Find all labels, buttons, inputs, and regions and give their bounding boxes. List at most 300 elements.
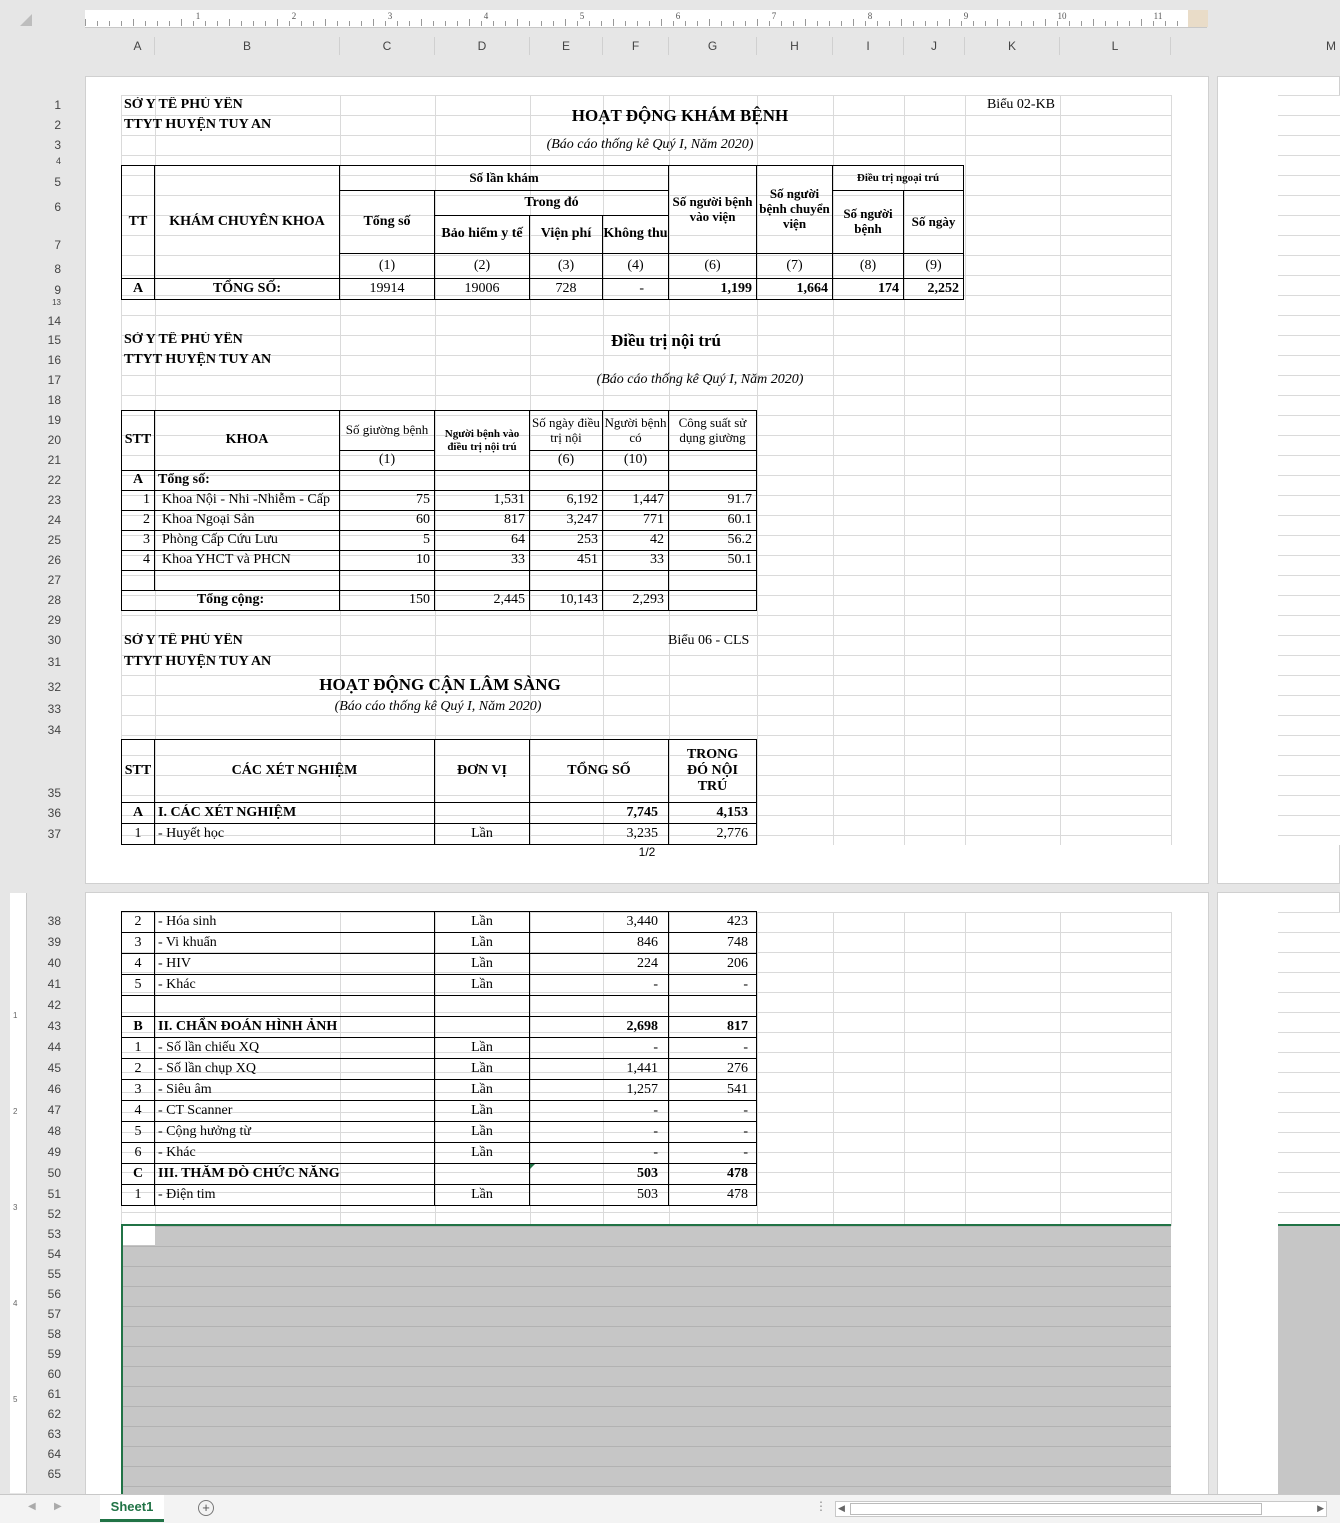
cls-row-tong[interactable]: 224 [529,953,669,975]
cls-row-noitru[interactable]: - [668,1121,757,1143]
kb-total-khongthu[interactable]: - [602,278,669,300]
kb-h-songuoi[interactable]: Số người bệnh [832,190,904,254]
nt-cell[interactable] [434,470,530,491]
kb-h-tongso[interactable]: Tổng số [339,190,435,254]
cls-h-stt[interactable]: STT [121,739,155,803]
row-header[interactable]: 32 [47,680,61,694]
row-header[interactable]: 3 [54,138,61,152]
scroll-right-icon[interactable]: ▶ [54,1501,62,1512]
cls-row-stt[interactable]: C [121,1163,155,1185]
gridlines-p1-right [1278,95,1340,845]
cls-row-stt[interactable]: 2 [121,1058,155,1080]
ruler-tick [121,21,122,26]
cls-row-name[interactable]: - Số lần chụp XQ [154,1058,435,1080]
kb-subtitle[interactable]: (Báo cáo thống kê Quý I, Năm 2020) [546,137,754,152]
column-header-b[interactable]: B [155,37,340,55]
row-header[interactable]: 48 [47,1124,61,1138]
nt-cell[interactable] [668,470,757,491]
ruler-tick [745,21,746,26]
nt-row-co[interactable]: 42 [602,530,669,551]
row-header[interactable]: 59 [47,1347,61,1361]
cls-row-dv[interactable] [434,802,530,824]
ruler-tick [925,21,926,26]
nt-row-ngay[interactable]: 253 [529,530,603,551]
kb-h-ngoaitru[interactable]: Điều trị ngoại trú [832,165,964,191]
row-header[interactable]: 42 [47,998,61,1012]
cls-row-dv[interactable]: Lần [434,911,530,933]
cls-row-tong[interactable]: - [529,974,669,996]
nt-code[interactable]: (1) [339,450,435,471]
row-header[interactable]: 13 [52,298,61,307]
column-header-e[interactable]: E [530,37,603,55]
row-header[interactable]: 26 [47,553,61,567]
cls-row-tong[interactable]: - [529,1100,669,1122]
row-header[interactable]: 21 [47,453,61,467]
nt-row-ngay[interactable]: 6,192 [529,490,603,511]
nt-h-ngay[interactable]: Số ngày điều trị nội [529,410,603,451]
nt-row-khoa[interactable]: Khoa Nội - Nhi -Nhiễm - Cấp [154,490,340,511]
cls-row-tong[interactable]: 3,440 [529,911,669,933]
kb-total-vienphi[interactable]: 728 [529,278,603,300]
vertical-ruler [10,893,27,1493]
gridline [1171,912,1172,1226]
cls-row-name[interactable]: II. CHẨN ĐOÁN HÌNH ẢNH [154,1016,435,1038]
nt-h-stt[interactable]: STT [121,410,155,471]
row-header[interactable]: 37 [47,827,61,841]
row-header[interactable]: 45 [47,1061,61,1075]
kb-code[interactable]: (7) [756,253,833,279]
nt-h-congsuat[interactable]: Công suất sử dụng giường [668,410,757,451]
cls-row-noitru[interactable]: 478 [668,1184,757,1206]
cls-row-tong[interactable] [529,995,669,1017]
row-header[interactable]: 39 [47,935,61,949]
row-header[interactable]: 24 [47,513,61,527]
cls-row-noitru[interactable]: 478 [668,1163,757,1185]
nt-code[interactable]: (6) [529,450,603,471]
row-header[interactable]: 44 [47,1040,61,1054]
cls-title[interactable]: HOẠT ĐỘNG CẬN LÂM SÀNG [319,675,561,694]
cls-row-stt[interactable]: 3 [121,932,155,954]
cls-row-noitru[interactable]: 2,776 [668,823,757,845]
column-header-c[interactable]: C [340,37,435,55]
cls-row-dv[interactable] [434,995,530,1017]
kb-code[interactable]: (4) [602,253,669,279]
cls-row-stt[interactable]: B [121,1016,155,1038]
cls-row-stt[interactable]: 3 [121,1079,155,1101]
cls-row-name[interactable]: I. CÁC XÉT NGHIỆM [154,802,435,824]
cls-row-tong[interactable]: 3,235 [529,823,669,845]
nt-row-co[interactable]: 771 [602,510,669,531]
ruler-tick [301,21,302,26]
cls-row-name[interactable]: - Hóa sinh [154,911,435,933]
kb-form[interactable]: Biểu 02-KB [986,97,1056,112]
cls-row-stt[interactable]: 5 [121,974,155,996]
nt-row-khoa[interactable]: Khoa YHCT và PHCN [154,550,340,571]
row-header[interactable]: 65 [47,1467,61,1481]
cls-row-stt[interactable]: 2 [121,911,155,933]
nt-row-co[interactable]: 1,447 [602,490,669,511]
cls-row-dv[interactable]: Lần [434,1100,530,1122]
kb-total-tt[interactable]: A [121,278,155,300]
row-header[interactable]: 47 [47,1103,61,1117]
row-header[interactable]: 30 [47,633,61,647]
nt-row-co[interactable]: 33 [602,550,669,571]
gridlines-p2-right [1278,912,1340,1226]
kb-total-label[interactable]: TỔNG SỐ: [154,278,340,300]
cls-row-noitru[interactable]: 541 [668,1079,757,1101]
nt-total-vao[interactable]: 2,445 [434,590,530,611]
kb-total-tong[interactable]: 19914 [339,278,435,300]
ruler-tick [697,21,698,26]
kb-h-songay[interactable]: Số ngày [903,190,964,254]
cls-row-tong[interactable]: 846 [529,932,669,954]
row-header[interactable]: 7 [54,238,61,252]
column-header-d[interactable]: D [435,37,530,55]
ruler-tick [109,21,110,26]
cls-h-tong[interactable]: TỔNG SỐ [529,739,669,803]
kb-total-chuyenvien[interactable]: 1,664 [756,278,833,300]
kb-h-vaovien[interactable]: Số người bệnh vào viện [668,165,757,254]
cls-unit[interactable]: TTYT HUYỆN TUY AN [124,654,272,669]
cls-row-name[interactable]: - CT Scanner [154,1100,435,1122]
nt-row-stt[interactable]: 2 [121,510,155,531]
cls-row-tong[interactable]: - [529,1121,669,1143]
cls-row-tong[interactable]: 1,257 [529,1079,669,1101]
cls-row-dv[interactable]: Lần [434,953,530,975]
kb-code[interactable]: (3) [529,253,603,279]
kb-code[interactable]: (2) [434,253,530,279]
nt-row-cs[interactable]: 91.7 [668,490,757,511]
row-header[interactable]: 16 [47,353,61,367]
cls-row-dv[interactable] [434,1016,530,1038]
column-header-a[interactable]: A [121,37,155,55]
cls-row-stt[interactable]: A [121,802,155,824]
nt-title[interactable]: Điều trị nội trú [610,331,722,350]
row-header[interactable]: 5 [54,175,61,189]
cls-subtitle[interactable]: (Báo cáo thống kê Quý I, Năm 2020) [334,699,542,714]
cls-row-noitru[interactable]: 423 [668,911,757,933]
kb-h-bhyt[interactable]: Bảo hiểm y tế [434,215,530,254]
kb-code[interactable]: (6) [668,253,757,279]
cls-row-noitru[interactable] [668,995,757,1017]
kb-h-khongthu[interactable]: Không thu [602,215,669,254]
nt-h-vao[interactable]: Người bệnh vào điều trị nội trú [434,410,530,471]
sheet-tab-sheet1[interactable]: Sheet1 [100,1495,164,1522]
nt-cell[interactable] [668,570,757,591]
row-header[interactable]: 53 [47,1227,61,1241]
kb-total-songay[interactable]: 2,252 [903,278,964,300]
nt-cell[interactable] [529,470,603,491]
cls-row-dv[interactable]: Lần [434,823,530,845]
row-header[interactable]: 4 [55,156,61,166]
nt-subtitle[interactable]: (Báo cáo thống kê Quý I, Năm 2020) [596,372,804,387]
row-header[interactable]: 25 [47,533,61,547]
cls-row-name[interactable]: - Vi khuẩn [154,932,435,954]
cls-row-noitru[interactable]: - [668,974,757,996]
nt-code-empty[interactable] [668,450,757,471]
row-header[interactable]: 61 [47,1387,61,1401]
row-header[interactable]: 22 [47,473,61,487]
kb-h-tt[interactable]: TT [121,165,155,279]
nt-row-giuong[interactable]: 75 [339,490,435,511]
cls-row-tong[interactable]: 503 [529,1184,669,1206]
nt-row-stt[interactable]: 4 [121,550,155,571]
row-header[interactable]: 23 [47,493,61,507]
selected-range[interactable] [121,1224,1171,1496]
row-header[interactable]: 60 [47,1367,61,1381]
column-header-g[interactable]: G [669,37,757,55]
row-header[interactable]: 17 [47,373,61,387]
cls-row-name[interactable] [154,995,435,1017]
cls-row-stt[interactable]: 4 [121,1100,155,1122]
row-header[interactable]: 43 [47,1019,61,1033]
row-header[interactable]: 41 [47,977,61,991]
cls-row-noitru[interactable]: 748 [668,932,757,954]
cls-row-tong[interactable]: 2,698 [529,1016,669,1038]
nt-h-giuong[interactable]: Số giường bệnh [339,410,435,451]
row-header[interactable]: 62 [47,1407,61,1421]
ruler-number: 1 [195,11,201,21]
cls-row-dv[interactable]: Lần [434,1037,530,1059]
nt-row-cs[interactable]: 56.2 [668,530,757,551]
ruler-tick [253,21,254,26]
row-header[interactable]: 52 [47,1207,61,1221]
cls-row-name[interactable]: III. THĂM DÒ CHỨC NĂNG [154,1163,435,1185]
row-header[interactable]: 15 [47,333,61,347]
cls-row-tong[interactable]: 7,745 [529,802,669,824]
row-header[interactable]: 6 [54,200,61,214]
cls-row-stt[interactable]: 5 [121,1121,155,1143]
cls-row-dv[interactable]: Lần [434,974,530,996]
row-header[interactable]: 56 [47,1287,61,1301]
row-header[interactable]: 35 [47,786,61,800]
column-header-l[interactable]: L [1060,37,1171,55]
cls-row-stt[interactable]: 1 [121,1184,155,1206]
nt-cell[interactable] [154,570,340,591]
row-header[interactable]: 8 [54,262,61,276]
cls-row-dv[interactable] [434,1163,530,1185]
kb-total-bhyt[interactable]: 19006 [434,278,530,300]
select-all-corner[interactable] [20,14,32,26]
cls-row-stt[interactable]: 1 [121,1037,155,1059]
cls-row-noitru[interactable]: - [668,1142,757,1164]
kb-h-vienphi[interactable]: Viện phí [529,215,603,254]
nt-row-khoa[interactable]: Khoa Ngoại Sản [154,510,340,531]
nt-row-ngay[interactable]: 451 [529,550,603,571]
cls-row-noitru[interactable]: 206 [668,953,757,975]
scrollbar-right-arrow-icon[interactable]: ▶ [1317,1503,1324,1513]
row-header[interactable]: 14 [47,314,61,328]
nt-row-cs[interactable]: 50.1 [668,550,757,571]
row-header[interactable]: 49 [47,1145,61,1159]
kb-h-khoa[interactable]: KHÁM CHUYÊN KHOA [154,165,340,279]
row-header[interactable]: 40 [47,956,61,970]
ruler-tick [289,21,290,26]
ruler-tick [565,19,566,26]
cls-row-noitru[interactable]: 276 [668,1058,757,1080]
nt-total-co[interactable]: 2,293 [602,590,669,611]
nt-h-nguoico[interactable]: Người bệnh có [602,410,669,451]
cls-row-dv[interactable]: Lần [434,1058,530,1080]
column-header-f[interactable]: F [603,37,669,55]
nt-row-vao[interactable]: 64 [434,530,530,551]
vruler-number: 1 [13,1011,18,1020]
row-header[interactable]: 9 [54,283,61,297]
cls-row-stt[interactable] [121,995,155,1017]
ruler-tick [1165,21,1166,26]
kb-code[interactable]: (8) [832,253,904,279]
row-header[interactable]: 27 [47,573,61,587]
nt-row-cs[interactable]: 60.1 [668,510,757,531]
nt-cell[interactable] [121,570,155,591]
column-header-h[interactable]: H [757,37,833,55]
cls-row-name[interactable]: - Huyết học [154,823,435,845]
cls-row-tong[interactable]: 1,441 [529,1058,669,1080]
kb-code[interactable]: (9) [903,253,964,279]
nt-row-vao[interactable]: 817 [434,510,530,531]
nt-cell[interactable] [602,470,669,491]
cls-row-dv[interactable]: Lần [434,1079,530,1101]
scroll-left-icon[interactable]: ◀ [28,1501,36,1512]
page-number: 1/2 [638,846,656,859]
cls-row-noitru[interactable]: - [668,1037,757,1059]
active-cell[interactable] [123,1226,155,1245]
ruler-tick [265,21,266,26]
row-header[interactable]: 31 [47,655,61,669]
cls-row-stt[interactable]: 4 [121,953,155,975]
cls-form[interactable]: Biểu 06 - CLS [668,633,750,648]
cls-h-noitru[interactable]: TRONG ĐÓ NỘI TRÚ [668,739,757,803]
nt-cell[interactable] [529,570,603,591]
nt-h-khoa[interactable]: KHOA [154,410,340,471]
row-header[interactable]: 33 [47,702,61,716]
kb-total-songuoi[interactable]: 174 [832,278,904,300]
cls-row-name[interactable]: - HIV [154,953,435,975]
nt-group-label[interactable]: Tổng số: [154,470,340,491]
horizontal-scrollbar[interactable] [835,1501,1327,1517]
row-header[interactable]: 58 [47,1327,61,1341]
row-header[interactable]: 55 [47,1267,61,1281]
nt-row-ngay[interactable]: 3,247 [529,510,603,531]
nt-row-khoa[interactable]: Phòng Cấp Cứu Lưu [154,530,340,551]
cls-row-name[interactable]: - Số lần chiếu XQ [154,1037,435,1059]
row-header[interactable]: 57 [47,1307,61,1321]
row-header[interactable]: 38 [47,914,61,928]
cls-row-tong[interactable]: 503 [529,1163,669,1185]
kb-h-trongdo[interactable]: Trong đó [434,190,669,216]
row-header[interactable]: 36 [47,806,61,820]
scrollbar-thumb[interactable] [850,1503,1262,1515]
nt-code[interactable]: (10) [602,450,669,471]
kb-total-vaovien[interactable]: 1,199 [668,278,757,300]
nt-row-giuong[interactable]: 10 [339,550,435,571]
nt-cell[interactable] [602,570,669,591]
row-header[interactable]: 2 [54,118,61,132]
cls-row-dv[interactable]: Lần [434,1184,530,1206]
nt-unit[interactable]: TTYT HUYỆN TUY AN [124,352,272,367]
nt-total-cs[interactable] [668,590,757,611]
scrollbar-left-arrow-icon[interactable]: ◀ [838,1503,845,1513]
kb-h-chuyenvien[interactable]: Số người bệnh chuyển viện [756,165,833,254]
nt-row-vao[interactable]: 1,531 [434,490,530,511]
row-header[interactable]: 51 [47,1187,61,1201]
row-header[interactable]: 64 [47,1447,61,1461]
nt-total-giuong[interactable]: 150 [339,590,435,611]
cls-row-noitru[interactable]: - [668,1100,757,1122]
kb-code[interactable]: (1) [339,253,435,279]
nt-group-stt[interactable]: A [121,470,155,491]
column-header-k[interactable]: K [965,37,1060,55]
row-header[interactable]: 19 [47,413,61,427]
cls-row-name[interactable]: - Khác [154,1142,435,1164]
cls-row-tong[interactable]: - [529,1037,669,1059]
row-header[interactable]: 28 [47,593,61,607]
cls-row-noitru[interactable]: 817 [668,1016,757,1038]
row-header[interactable]: 46 [47,1082,61,1096]
cls-row-dv[interactable]: Lần [434,932,530,954]
nt-row-stt[interactable]: 3 [121,530,155,551]
cls-row-dv[interactable]: Lần [434,1142,530,1164]
cls-row-name[interactable]: - Điện tim [154,1184,435,1206]
nt-org[interactable]: SỞ Y TẾ PHÚ YÊN [124,332,243,347]
row-header[interactable]: 50 [47,1166,61,1180]
row-header[interactable]: 29 [47,613,61,627]
row-header[interactable]: 18 [47,393,61,407]
selected-range-right[interactable] [1278,1224,1340,1496]
column-header-m[interactable]: M [1326,39,1336,53]
nt-cell[interactable] [339,570,435,591]
nt-row-giuong[interactable]: 5 [339,530,435,551]
kb-org[interactable]: SỞ Y TẾ PHÚ YÊN [124,97,243,112]
nt-cell[interactable] [339,470,435,491]
cls-row-stt[interactable]: 1 [121,823,155,845]
cls-row-tong[interactable]: - [529,1142,669,1164]
kb-unit[interactable]: TTYT HUYỆN TUY AN [124,117,272,132]
cls-h-dv[interactable]: ĐƠN VỊ [434,739,530,803]
nt-total-label[interactable]: Tổng cộng: [121,590,340,611]
row-header[interactable]: 54 [47,1247,61,1261]
nt-row-vao[interactable]: 33 [434,550,530,571]
column-header-j[interactable]: J [904,37,965,55]
split-handle-icon[interactable]: ⋮ [815,1499,827,1513]
ruler-tick [457,21,458,26]
cls-row-name[interactable]: - Khác [154,974,435,996]
row-header[interactable]: 34 [47,723,61,737]
ruler-tick [1129,21,1130,26]
cls-row-name[interactable]: - Cộng hưởng từ [154,1121,435,1143]
add-sheet-icon[interactable]: + [198,1500,214,1516]
cls-row-noitru[interactable]: 4,153 [668,802,757,824]
kb-h-solan[interactable]: Số lần khám [339,165,669,191]
nt-row-stt[interactable]: 1 [121,490,155,511]
cls-h-xn[interactable]: CÁC XÉT NGHIỆM [154,739,435,803]
ruler-number: 8 [867,11,873,21]
cls-row-stt[interactable]: 6 [121,1142,155,1164]
kb-title[interactable]: HOẠT ĐỘNG KHÁM BỆNH [571,106,789,125]
row-header[interactable]: 1 [54,98,61,112]
cls-org[interactable]: SỞ Y TẾ PHÚ YÊN [124,633,243,648]
row-header[interactable]: 20 [47,433,61,447]
nt-total-ngay[interactable]: 10,143 [529,590,603,611]
nt-row-giuong[interactable]: 60 [339,510,435,531]
ruler-margin-marker[interactable] [1188,10,1208,27]
column-header-i[interactable]: I [833,37,904,55]
nt-cell[interactable] [434,570,530,591]
cls-row-name[interactable]: - Siêu âm [154,1079,435,1101]
cls-row-dv[interactable]: Lần [434,1121,530,1143]
row-header[interactable]: 63 [47,1427,61,1441]
ruler-number: 3 [387,11,393,21]
